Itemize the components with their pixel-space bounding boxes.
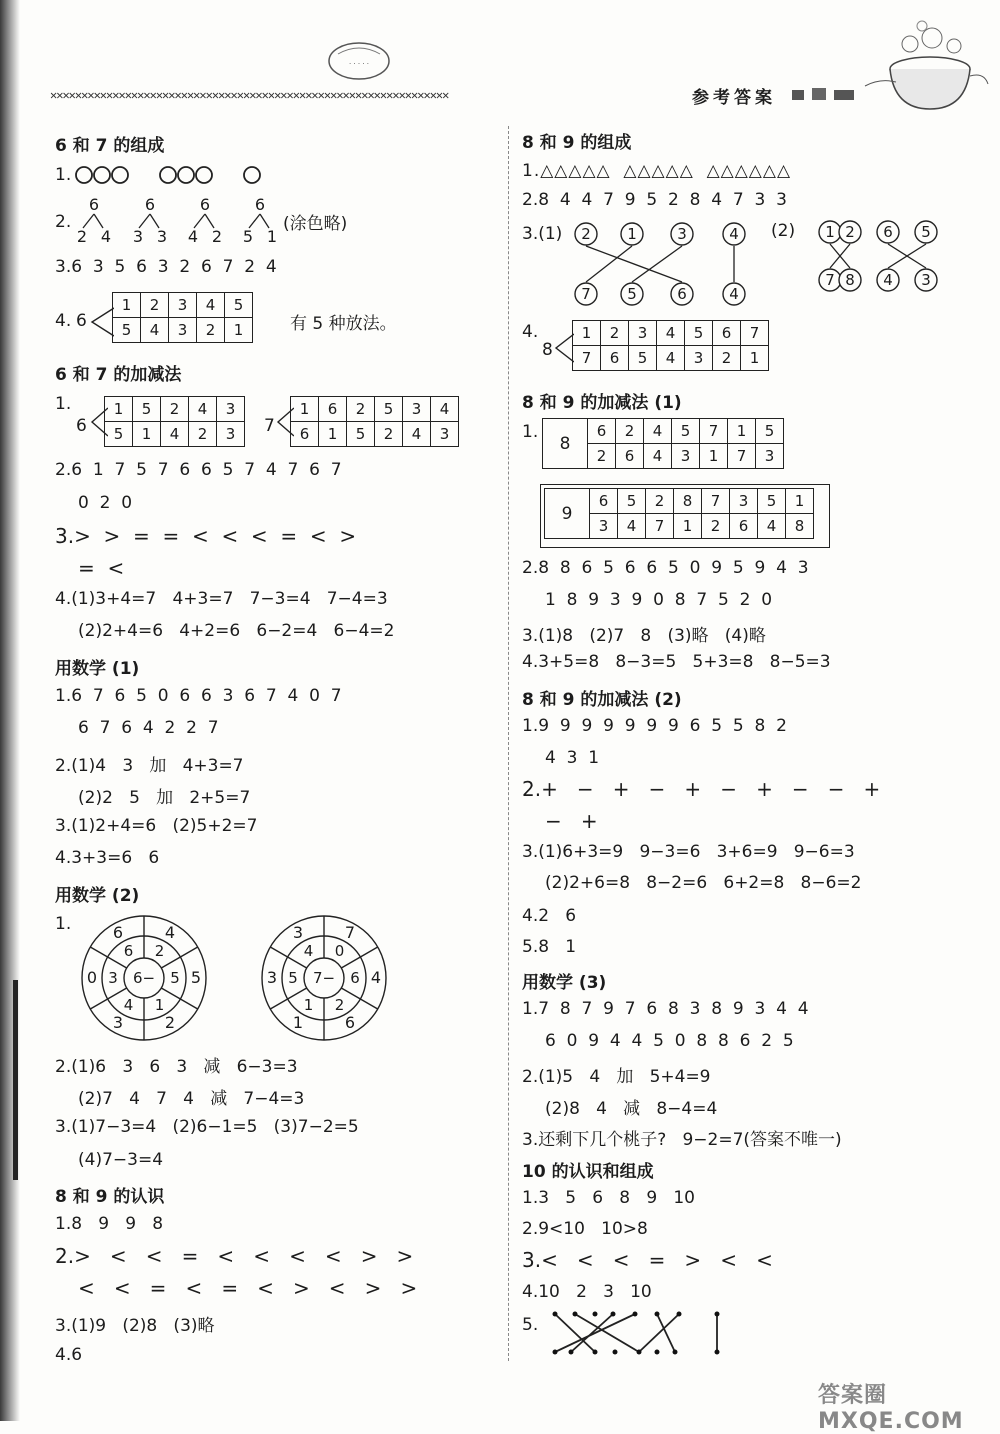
section-title: 10 的认识和组成 [522, 1162, 654, 1182]
answer-line: 2.8 4 4 7 9 5 2 8 4 7 3 3 [522, 190, 787, 210]
answer-line: 2.> < < = < < < < > > [55, 1244, 414, 1268]
answer-line: 4.3+3=6 6 [55, 848, 160, 868]
section-title: 8 和 9 的认识 [55, 1187, 165, 1207]
figure-label: 6 [883, 223, 893, 241]
section-title: 6 和 7 的组成 [55, 136, 165, 156]
table-cell: 6 [713, 321, 741, 346]
table-cell: 4 [758, 514, 786, 539]
table-cell: 1 [225, 318, 253, 343]
figure-label: 1 [154, 995, 165, 1014]
split-root: 8 [542, 340, 553, 360]
split-table [290, 396, 459, 447]
page-header-title: 参考答案 [692, 88, 776, 108]
answer-line: 4.6 [55, 1345, 83, 1365]
section-title: 用数学 (2) [55, 886, 140, 906]
answer-line: 6 7 6 4 2 2 7 [78, 718, 219, 738]
figure-label: 4 [883, 271, 893, 289]
figure-label: 2 [211, 227, 223, 246]
answer-line: 4 3 1 [545, 748, 600, 768]
table-cell: 3 [685, 346, 713, 371]
table-cell: 4 [644, 419, 672, 444]
table-cell: 2 [197, 318, 225, 343]
table-cell: 5 [629, 346, 657, 371]
table-cell: 2 [588, 444, 616, 469]
table-cell: 1 [700, 444, 728, 469]
table-cell: 7 [702, 489, 730, 514]
table-cell: 5 [756, 419, 784, 444]
wheel-spoke [90, 988, 126, 1009]
figure-label: 7 [344, 922, 356, 942]
table-cell: 3 [590, 514, 618, 539]
question-number: 3.(1) [522, 224, 563, 244]
answer-note: 有 5 种放法。 [290, 314, 397, 334]
table-cell: 3 [169, 293, 197, 318]
figure-label: 6 [123, 942, 134, 961]
answer-line: 4.(1)3+4=7 4+3=7 7−3=4 7−4=3 [55, 589, 388, 609]
table-cell: 1 [105, 397, 133, 422]
table-cell: 4 [197, 293, 225, 318]
figure-label: 5 [288, 969, 298, 987]
figure-label: 2 [581, 225, 591, 243]
figure-label: 2 [164, 1013, 176, 1033]
matching-circles [568, 218, 948, 308]
table-cell: 5 [685, 321, 713, 346]
answer-line: 1 8 9 3 9 0 8 7 5 2 0 [545, 590, 773, 610]
table-cell: 3 [730, 489, 758, 514]
table-cell: 3 [169, 318, 197, 343]
question-number: 1. [55, 165, 72, 185]
answer-line: 0 2 0 [78, 493, 133, 513]
table-cell: 1 [113, 293, 141, 318]
header-ornament [790, 82, 860, 104]
split-root: 6 [76, 416, 87, 436]
table-cell: 2 [646, 489, 674, 514]
figure-label: 4 [370, 968, 382, 987]
figure-label: 4 [164, 922, 176, 942]
table-cell: 4 [189, 397, 217, 422]
answer-line: 2.6 1 7 5 7 6 6 5 7 4 7 6 7 [55, 460, 342, 480]
wheel-spoke [270, 947, 306, 968]
answer-line: 4.10 2 3 10 [522, 1282, 652, 1302]
question-number: 4. [522, 322, 539, 342]
question-number: 2. [55, 212, 72, 232]
figure-label: 1 [303, 995, 314, 1014]
answer-line: 3.(1)6+3=9 9−3=6 3+6=9 9−6=3 [522, 842, 855, 862]
figure-label: 6 [350, 969, 360, 987]
answer-line: 1.3 5 6 8 9 10 [522, 1188, 695, 1208]
column-divider [508, 126, 509, 1361]
answer-line: 1.7 8 7 9 7 6 8 3 8 9 3 4 4 [522, 999, 809, 1019]
wheel-spoke [341, 988, 377, 1009]
table-cell: 4 [161, 422, 189, 447]
table-cell: 1 [728, 419, 756, 444]
table-cell: 8 [786, 514, 814, 539]
table-cell: 2 [713, 346, 741, 371]
figure-label: 3 [921, 271, 931, 289]
figure-label: 6 [254, 195, 266, 214]
figure-label: 7 [825, 271, 835, 289]
table-cell: 1 [319, 422, 347, 447]
table-cell: 4 [403, 422, 431, 447]
teacup-illustration [860, 14, 990, 114]
figure-label: 2 [845, 223, 855, 241]
table-cell: 5 [133, 397, 161, 422]
figure-label: 4 [303, 942, 314, 961]
note-coloring-omitted: (涂色略) [283, 214, 348, 234]
answer-line: 3.(1)8 (2)7 8 (3)略 (4)略 [522, 626, 766, 646]
answer-line: (2)2+6=8 8−2=6 6+2=8 8−6=2 [545, 873, 862, 893]
split-bracket [554, 326, 574, 370]
answer-line: 2.(1)5 4 加 5+4=9 [522, 1067, 711, 1087]
table-cell: 7 [700, 419, 728, 444]
publisher-logo [326, 40, 392, 82]
section-title: 8 和 9 的组成 [522, 133, 632, 153]
table-cell: 6 [730, 514, 758, 539]
number-wheels [80, 910, 430, 1045]
figure-label: 6 [677, 285, 687, 303]
figure-label: 7− [312, 969, 336, 987]
figure-label: 6 [199, 195, 211, 214]
figure-label: 2 [76, 227, 88, 246]
figure-label: 4 [187, 227, 199, 246]
question-number: 5. [522, 1315, 539, 1335]
table-cell: 5 [618, 489, 646, 514]
answer-line: 3.(1)2+4=6 (2)5+2=7 [55, 816, 258, 836]
answer-line: (2)7 4 7 4 减 7−4=3 [78, 1089, 305, 1109]
section-title: 8 和 9 的加减法 (2) [522, 690, 682, 710]
answer-line: = < [78, 556, 125, 580]
answer-line: 3.< < < = > < < [522, 1248, 773, 1272]
circle-groups [74, 163, 274, 187]
table-cell: 8 [674, 489, 702, 514]
figure-label: 6− [132, 969, 156, 987]
wheel-spoke [341, 947, 377, 968]
figure-label: 2 [334, 995, 345, 1014]
question-number: 1. [522, 422, 539, 442]
figure-label: 0 [86, 968, 98, 987]
scan-edge-shadow [0, 0, 20, 1421]
table-cell: 5 [347, 422, 375, 447]
split-table [112, 292, 253, 343]
table-cell: 3 [629, 321, 657, 346]
answer-line: (4)7−3=4 [78, 1150, 164, 1170]
table-cell: 2 [141, 293, 169, 318]
number-box-8: 8 6 2 4 5 7 1 5 2 6 4 3 1 7 3 [542, 418, 784, 469]
split-table [572, 320, 769, 371]
dot-matching [545, 1308, 735, 1360]
table-cell: 6 [319, 397, 347, 422]
table-cell: 7 [728, 444, 756, 469]
figure-label: 2 [154, 942, 165, 961]
table-cell: 4 [657, 346, 685, 371]
figure-label: 1 [266, 227, 278, 246]
answer-line: (2)2+4=6 4+2=6 6−2=4 6−4=2 [78, 621, 395, 641]
svg-text:· · · · ·: · · · · · [348, 60, 370, 68]
table-cell: 3 [756, 444, 784, 469]
split-table [104, 396, 245, 447]
figure-label: 4 [100, 227, 112, 246]
table-cell: 2 [601, 321, 629, 346]
question-subpart: (2) [771, 221, 796, 241]
figure-label: 3 [292, 922, 304, 942]
table-cell: 1 [291, 397, 319, 422]
figure-label: 3 [677, 225, 687, 243]
table-cell: 5 [105, 422, 133, 447]
split-root: 6 [76, 311, 87, 331]
table-cell: 1 [786, 489, 814, 514]
table-cell: 1 [133, 422, 161, 447]
figure-label: 5 [921, 223, 931, 241]
answer-line: 2.(1)6 3 6 3 减 6−3=3 [55, 1057, 298, 1077]
figure-label: 5 [627, 285, 637, 303]
answer-line: 3.(1)9 (2)8 (3)略 [55, 1316, 215, 1336]
answer-line: 3.还剩下几个桃子? 9−2=7(答案不唯一) [522, 1130, 842, 1150]
section-title: 8 和 9 的加减法 (1) [522, 393, 682, 413]
figure-label: 0 [334, 942, 345, 961]
table-cell: 1 [674, 514, 702, 539]
figure-label: 1 [627, 225, 637, 243]
figure-label: 6 [88, 195, 100, 214]
figure-label: 4 [123, 995, 134, 1014]
figure-label: 1 [292, 1013, 304, 1033]
number-trees [70, 194, 285, 246]
table-cell: 4 [141, 318, 169, 343]
table-cell: 6 [616, 444, 644, 469]
answer-line: 2.9<10 10>8 [522, 1219, 648, 1239]
figure-label: 3 [112, 1013, 124, 1033]
figure-label: 5 [170, 969, 180, 987]
question-number: 1. [55, 914, 72, 934]
wheel-spoke [161, 988, 197, 1009]
figure-label: 5 [242, 227, 254, 246]
header-border: ✕✕✕✕✕✕✕✕✕✕✕✕✕✕✕✕✕✕✕✕✕✕✕✕✕✕✕✕✕✕✕✕✕✕✕✕✕✕✕✕✕✕✕✕✕✕✕✕✕✕✕✕✕✕✕✕✕✕✕✕✕✕✕✕ [50, 88, 449, 102]
table-cell: 3 [217, 397, 245, 422]
figure-label: 3 [132, 227, 144, 246]
number-box-9: 9 6 5 2 8 7 3 5 1 3 4 7 1 2 6 4 8 [544, 488, 814, 539]
question-number: 1. [55, 394, 72, 414]
table-cell: 4 [644, 444, 672, 469]
answer-line: 2.+ − + − + − + − − + [522, 777, 881, 801]
section-title: 6 和 7 的加减法 [55, 365, 182, 385]
answer-line: 6 0 9 4 4 5 0 8 8 6 2 5 [545, 1031, 794, 1051]
table-cell: 2 [189, 422, 217, 447]
answer-line: (2)8 4 减 8−4=4 [545, 1099, 718, 1119]
table-cell: 6 [601, 346, 629, 371]
table-cell: 2 [702, 514, 730, 539]
section-title: 用数学 (1) [55, 659, 140, 679]
split-bracket [90, 300, 114, 344]
watermark: 答案圈 MXQE.COM [818, 1383, 964, 1434]
table-cell: 1 [573, 321, 601, 346]
table-cell: 3 [431, 422, 459, 447]
table-cell: 4 [657, 321, 685, 346]
figure-label: 5 [190, 968, 202, 987]
answer-line: 5.8 1 [522, 937, 577, 957]
table-cell: 5 [113, 318, 141, 343]
answer-line: 3.(1)7−3=4 (2)6−1=5 (3)7−2=5 [55, 1117, 359, 1137]
table-cell: 5 [375, 397, 403, 422]
table-cell: 5 [225, 293, 253, 318]
question-number: 4. [55, 311, 72, 331]
split-root: 7 [264, 416, 275, 436]
figure-label: 3 [156, 227, 168, 246]
answer-line: < < = < = < > < > > [78, 1276, 418, 1300]
scan-edge-mark [13, 980, 18, 1180]
table-cell: 2 [161, 397, 189, 422]
wheel-spoke [161, 947, 197, 968]
answer-line: 1.9 9 9 9 9 9 9 6 5 5 8 2 [522, 716, 787, 736]
table-cell: 3 [217, 422, 245, 447]
table-cell: 3 [403, 397, 431, 422]
table-cell: 4 [618, 514, 646, 539]
table-cell: 6 [590, 489, 618, 514]
answer-line: 1.6 7 6 5 0 6 6 3 6 7 4 0 7 [55, 686, 342, 706]
figure-label: 3 [108, 969, 118, 987]
figure-label: 8 [845, 271, 855, 289]
answer-line: 1.8 9 9 8 [55, 1214, 164, 1234]
table-cell: 5 [758, 489, 786, 514]
table-cell: 2 [375, 422, 403, 447]
wheel-spoke [90, 947, 126, 968]
answer-line: − + [545, 809, 598, 833]
answer-line: 4.3+5=8 8−3=5 5+3=8 8−5=3 [522, 652, 831, 672]
figure-label: 6 [144, 195, 156, 214]
table-cell: 2 [616, 419, 644, 444]
answer-line: (2)2 5 加 2+5=7 [78, 788, 251, 808]
section-title: 用数学 (3) [522, 973, 607, 993]
figure-label: 4 [729, 285, 739, 303]
table-cell: 6 [291, 422, 319, 447]
table-cell: 4 [431, 397, 459, 422]
table-cell: 5 [672, 419, 700, 444]
answer-line: 2.(1)4 3 加 4+3=7 [55, 756, 244, 776]
answer-line: 3.6 3 5 6 3 2 6 7 2 4 [55, 257, 277, 277]
table-cell: 3 [672, 444, 700, 469]
figure-label: 7 [581, 285, 591, 303]
wheel-spoke [270, 988, 306, 1009]
answer-line: 1.△△△△△ △△△△△ △△△△△△ [522, 161, 792, 181]
table-cell: 2 [347, 397, 375, 422]
figure-label: 6 [344, 1013, 356, 1033]
figure-label: 3 [266, 968, 278, 987]
figure-label: 6 [112, 922, 124, 942]
answer-line: 4.2 6 [522, 906, 577, 926]
answer-line: 2.8 8 6 5 6 6 5 0 9 5 9 4 3 [522, 558, 809, 578]
table-cell: 1 [741, 346, 769, 371]
table-cell: 7 [646, 514, 674, 539]
table-cell: 7 [573, 346, 601, 371]
table-cell: 7 [741, 321, 769, 346]
table-cell: 6 [588, 419, 616, 444]
figure-label: 4 [729, 225, 739, 243]
figure-label: 1 [825, 223, 835, 241]
answer-line: 3.> > = = < < < = < > [55, 524, 357, 548]
